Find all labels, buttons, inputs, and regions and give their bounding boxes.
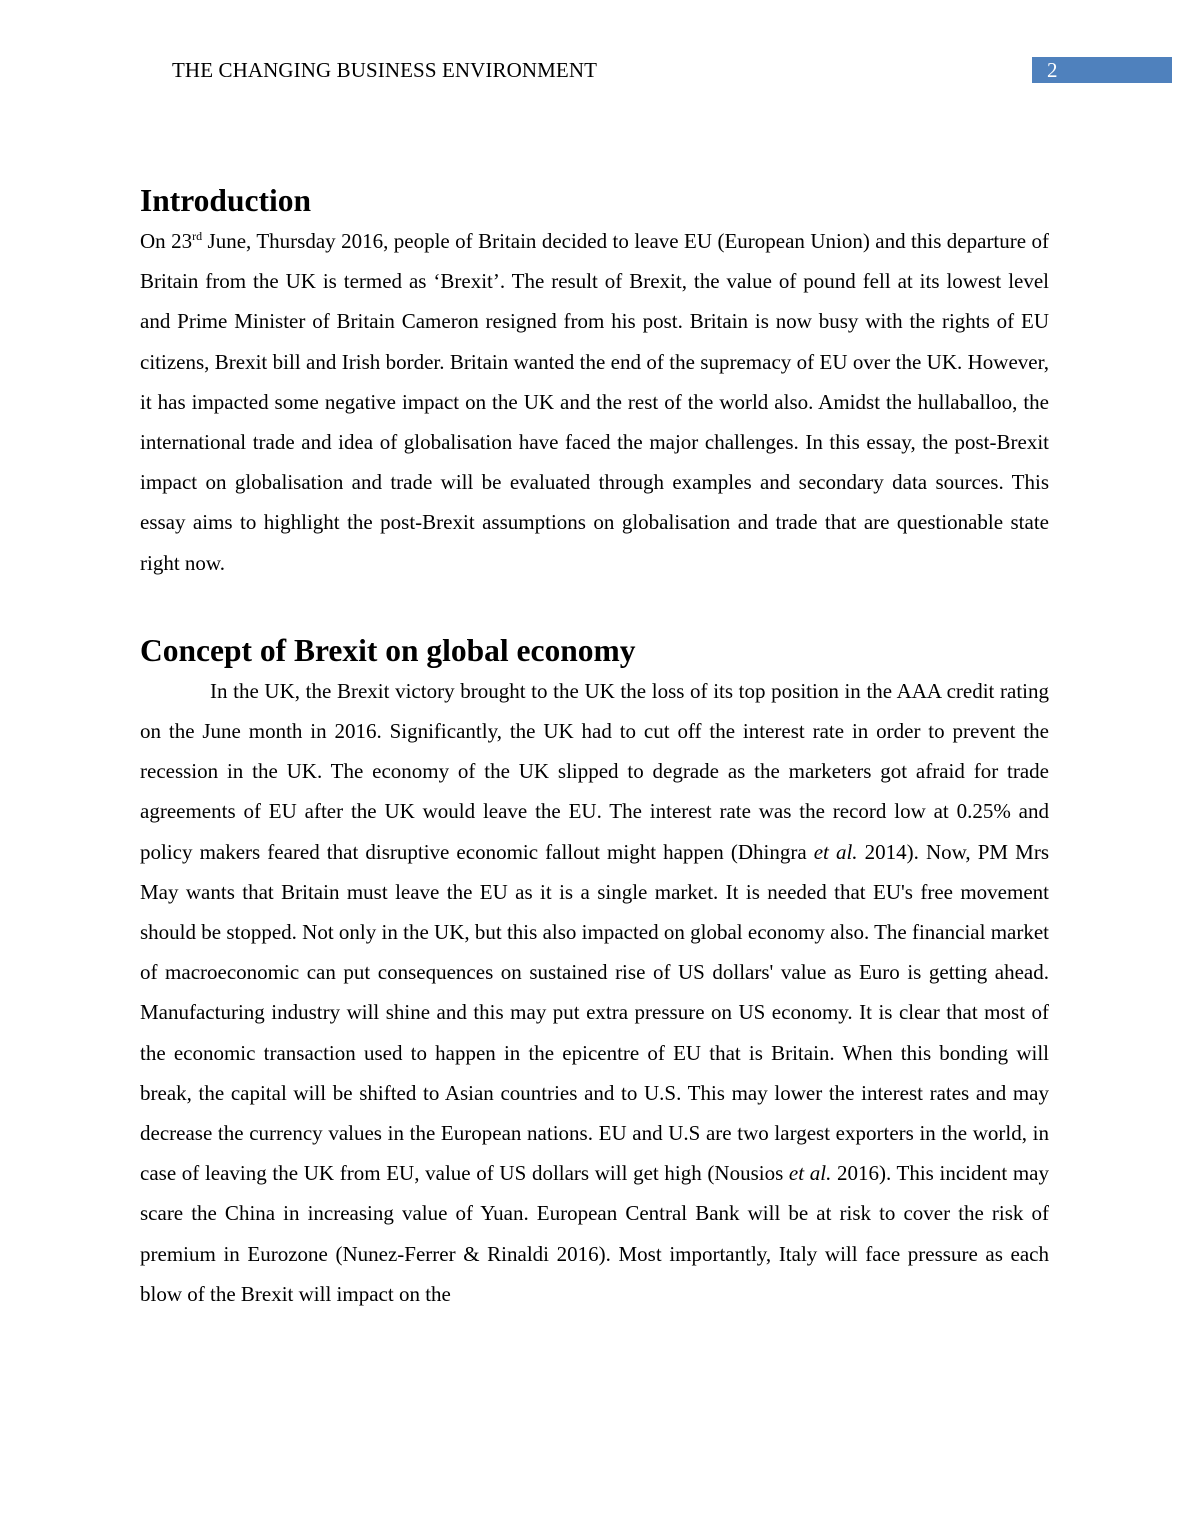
running-header-title: THE CHANGING BUSINESS ENVIRONMENT (172, 58, 598, 82)
page-number: 2 (1032, 57, 1172, 83)
section-spacer (140, 583, 1049, 631)
intro-text-rest: June, Thursday 2016, people of Britain decided to leave EU (European Union) and this departure of Britain from the UK is termed as ‘Brexit’. The result of Brexit, the value of pound fell at its lowest level and Prime Minister of Britain Cameron resigned from his post. Britain is now busy with the rights of EU citizens, Brexit bill and Irish border. Britain wanted the end of the supremacy of EU over the UK. However, it has impacted some negative impact on the UK and the rest of the world also. Amidst the hullaballoo, the international trade and idea of globalisation have faced the major challenges. In this essay, the post-Brexit impact on globalisation and trade will be evaluated through examples and secondary data sources. This essay aims to highlight the post-Brexit assumptions on globalisation and trade that are questionable state right now. (140, 229, 1050, 575)
intro-text-start: On 23 (140, 229, 193, 253)
introduction-heading: Introduction (140, 183, 311, 218)
concept-text-part-3: 2016). This incident may scare the China in increasing value of Yuan. European Central Bank will be at risk to cover the risk of premium in Eurozone (Nunez-Ferrer & Rinaldi 2016). Most importantly, Italy will face pressure as each blow of the Brexit will impact on the (140, 1161, 1049, 1306)
concept-heading: Concept of Brexit on global economy (140, 632, 636, 668)
ordinal-superscript: rd (192, 229, 203, 243)
concept-paragraph (140, 671, 1049, 1314)
introduction-paragraph (140, 221, 1049, 583)
concept-text-part-2: 2014). Now, PM Mrs May wants that Britain must leave the EU as it is a single market. It is needed that EU's free movement should be stopped. Not only in the UK, but this also impacted on global economy also. The financial market of macroeconomic can put consequences on sustained rise of US dollars' value as Euro is getting ahead. Manufacturing industry will shine and this may put extra pressure on US economy. It is clear that most of the economic transaction used to happen in the epicentre of EU that is Britain. When this bonding will break, the capital will be shifted to Asian countries and to U.S. This may lower the interest rates and may decrease the currency values in the European nations. EU and U.S are two largest exporters in the world, in case of leaving the UK from EU, value of US dollars will get high (Nousios (140, 839, 1049, 1186)
document-body (140, 181, 1049, 1314)
citation-et-al: et al. (788, 1161, 832, 1186)
concept-text-part-1: In the UK, the Brexit victory brought to the UK the loss of its top position in the AAA credit rating on the June month in 2016. Significantly, the UK had to cut off the interest rate in order to prevent the recession in the UK. The economy of the UK slipped to degrade as the marketers got afraid for trade agreements of EU after the UK would leave the EU. The interest rate was the record low at 0.25% and policy makers feared that disruptive economic fallout might happen (Dhingra (140, 678, 1049, 864)
citation-et-al: et al. (813, 839, 858, 864)
